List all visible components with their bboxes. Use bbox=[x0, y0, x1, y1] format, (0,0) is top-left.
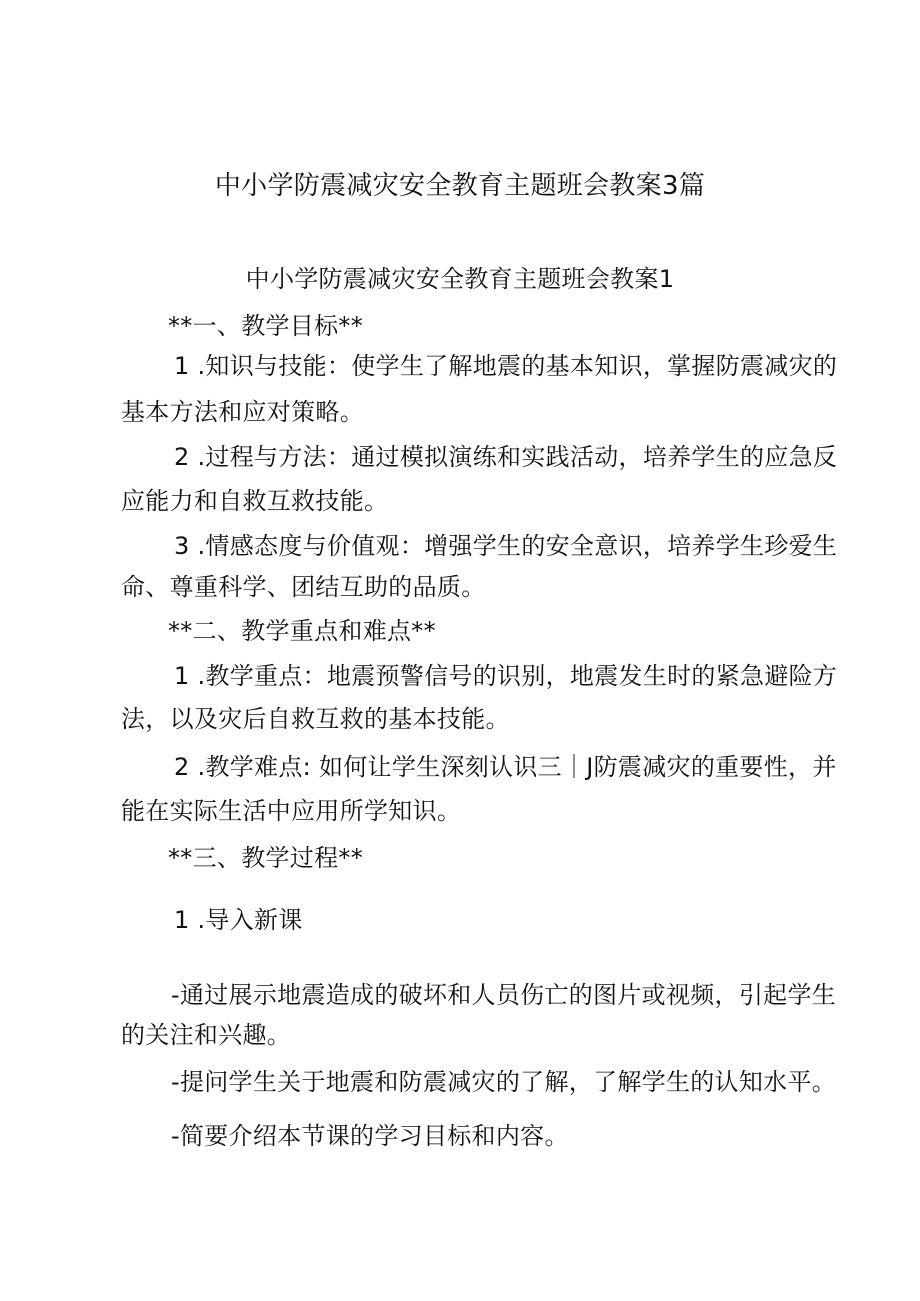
document-title: 中小学防震减灾安全教育主题班会教案3篇 bbox=[214, 171, 706, 201]
paragraph-line: 基本方法和应对策略。 bbox=[121, 398, 364, 426]
paragraph-line: -通过展示地震造成的破坏和人员伤亡的图片或视频，引起学生 bbox=[171, 981, 837, 1009]
paragraph-line: 1 .导入新课 bbox=[174, 906, 303, 934]
paragraph-line: 1 .教学重点：地震预警信号的识别，地震发生时的紧急避险方 bbox=[174, 662, 838, 690]
paragraph-line: -简要介绍本节课的学习目标和内容。 bbox=[171, 1122, 569, 1150]
section-heading-key-points: **二、教学重点和难点** bbox=[168, 617, 436, 645]
section-heading-objectives: **一、教学目标** bbox=[168, 312, 363, 340]
paragraph-line: 应能力和自救互救技能。 bbox=[121, 487, 389, 515]
paragraph-line: 的关注和兴趣。 bbox=[121, 1021, 292, 1049]
paragraph-line: 1 .知识与技能：使学生了解地震的基本知识，掌握防震减灾的 bbox=[174, 352, 838, 380]
section-heading-process: **三、教学过程** bbox=[168, 844, 363, 872]
paragraph-line: 2 .教学难点: 如何让学生深刻认识三｜J防震减灾的重要性，并 bbox=[174, 753, 837, 781]
paragraph-line: 能在实际生活中应用所学知识。 bbox=[121, 797, 462, 825]
paragraph-line: 法，以及灾后自救互救的基本技能。 bbox=[121, 705, 510, 733]
paragraph-line: 命、尊重科学、团结互助的品质。 bbox=[121, 573, 486, 601]
paragraph-line: 2 .过程与方法：通过模拟演练和实践活动，培养学生的应急反 bbox=[174, 443, 838, 471]
paragraph-line: -提问学生关于地震和防震减灾的了解，了解学生的认知水平。 bbox=[171, 1068, 837, 1096]
document-subtitle: 中小学防震减灾安全教育主题班会教案1 bbox=[245, 265, 675, 293]
paragraph-line: 3 .情感态度与价值观：增强学生的安全意识，培养学生珍爱生 bbox=[174, 532, 838, 560]
